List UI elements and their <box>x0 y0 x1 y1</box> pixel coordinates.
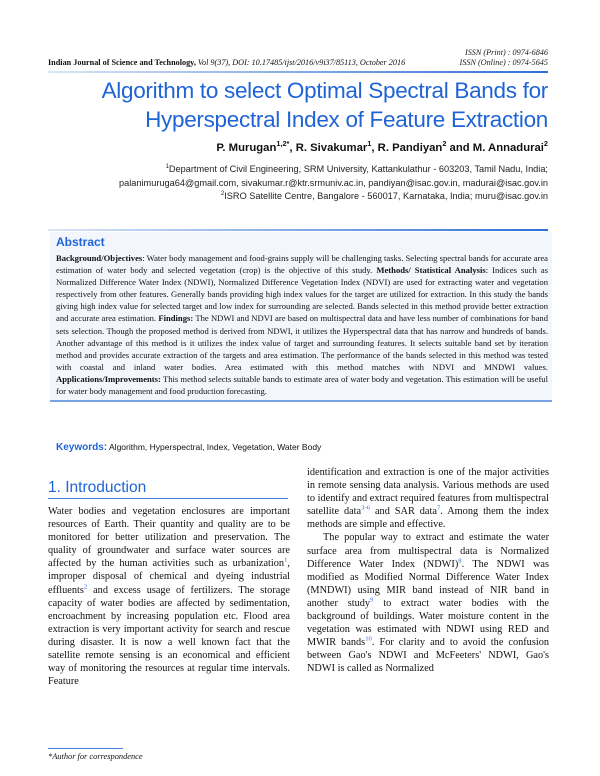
citation-link[interactable]: 10 <box>365 635 372 643</box>
affiliation-2: ISRO Satellite Centre, Bangalore - 560017, Karnataka, India; muru@isac.gov.in <box>224 191 548 201</box>
author-sup: 2 <box>442 139 447 149</box>
abstract-body: : Water body management and food-grains supply will be challenging tasks. Selecting spectral bands for accurate area estimation of water body and selected vegetation (crop) is the objective of this study. <box>56 253 548 276</box>
abstract-heading: Abstract <box>56 235 105 249</box>
author-name: P. Murugan <box>216 142 277 154</box>
citation-link[interactable]: 2 <box>83 583 88 591</box>
title-line: Algorithm to select Optimal Spectral Bands for <box>101 78 548 103</box>
author-list <box>216 139 548 154</box>
keywords-label: Keywords: <box>56 442 108 453</box>
keywords-text: Algorithm, Hyperspectral, Index, Vegetation, Water Body <box>107 442 322 452</box>
abstract-body: This method selects suitable bands to estimate area of water body and vegetation. This estimation will be useful for water body management and food production forecasting. <box>56 373 548 397</box>
intro-paragraph-1 <box>48 505 290 688</box>
intro-paragraph-continued <box>307 466 549 531</box>
author-name: R. Pandiyan <box>377 142 443 154</box>
abstract-label: Applications/Improvements: <box>56 373 161 384</box>
left-column <box>48 505 290 688</box>
journal-header <box>48 58 405 67</box>
affiliation-1: Department of Civil Engineering, SRM University, Kattankulathur - 603203, Tamil Nadu, India; <box>168 164 548 174</box>
footnote: *Author for correspondence <box>48 752 143 761</box>
author-name: R. Sivakumar <box>295 142 368 154</box>
body-text: Water bodies and vegetation enclosures are important resources of Earth. Their quantity and quality are to be monitored for better utilization and preservation. The quality of groundwater and surface water sources are affected by the human activities such as urbanization <box>48 506 290 570</box>
citation-link[interactable]: 1 <box>284 556 288 564</box>
body-text: . The NDWI was modified as Modified Normal Difference Water Index (MNDWI) using MIR band instead of NIR band in another study <box>307 558 550 609</box>
body-text: identification and extraction is one of the major activities in remote sensing data analysis. Various methods are used to identify and extract required features from multispectral satellite data <box>307 467 549 518</box>
abstract-label: Findings: <box>158 313 194 324</box>
intro-paragraph-2 <box>307 531 549 675</box>
affiliation-divider <box>48 229 548 231</box>
body-text: to extract water bodies with the background of buildings. Water moisture content in the vegetation was estimated with NDWI using RED and MWIR bands <box>307 597 550 649</box>
body-text: and excess usage of fertilizers. The storage capacity of water bodies are affected by sedimentation, encroachment by increasing population etc. Flood area extraction is very important activity for search and rescue during disaster. It is now a well known fact that the satellite remote sensing is an economical and efficient way of monitoring the resources at regular time intervals. Feature <box>48 584 290 688</box>
issn-block <box>460 48 548 68</box>
title-line: Hyperspectral Index of Feature Extraction <box>145 107 548 132</box>
body-text: . Among them the index methods are simple and effective. <box>307 506 549 531</box>
affiliations <box>28 163 548 204</box>
section-divider <box>48 498 288 499</box>
author-emails: palanimuruga64@gmail.com, sivakumar.r@ktr.srmuniv.ac.in, pandiyan@isac.gov.in, madurai@isac.gov.in <box>119 177 548 188</box>
journal-details: Vol 9(37), DOI: 10.17485/ijst/2016/v9i37/85113, October 2016 <box>197 58 406 67</box>
citation-link[interactable]: 9 <box>370 596 374 604</box>
author-name: M. Annadurai <box>472 142 544 154</box>
header-divider <box>48 71 548 73</box>
citation-link[interactable]: 3-6 <box>361 504 371 512</box>
abstract-label: Methods/ Statistical Analysis <box>376 265 486 276</box>
body-text: . For clarity and to avoid the confusion between Gao's NDWI and McFeeters' NDWI, Gao's NDWI is called as Normalized <box>307 637 549 675</box>
author-separator: , <box>371 142 378 154</box>
keywords <box>56 442 321 453</box>
abstract-divider <box>50 400 552 402</box>
journal-name: Indian Journal of Science and Technology, <box>48 58 196 67</box>
abstract-body: The NDWI and NDVI are based on multispectral data and have less number of combinations for band sets selection. Though the proposed method is derived from NDWI, it utilizes the Hyperspectral data that has narrow and hundreds of bands. Another advantage of this method is it utilizes the index value of target and surrounding features. It selects suitable band set by iteration method and provides accurate extraction of the targets and area estimation. The performance of the bands selected in this method was tested with coastal and inland water bodies. Area estimated with this method matches with NDVI and MNDWI values. <box>56 313 548 372</box>
body-text: and SAR data <box>370 506 437 518</box>
abstract-label: Background/Objectives <box>56 253 143 263</box>
affil-sup: 2 <box>220 190 225 197</box>
issn-online: ISSN (Online) : 0974-5645 <box>459 58 548 67</box>
citation-link[interactable]: 7 <box>436 504 441 512</box>
body-text: The popular way to extract and estimate the water surface area from multispectral data is Normalized Difference Water Index (NDWI) <box>307 532 549 570</box>
page-title <box>88 76 548 134</box>
author-sup: 1,2* <box>276 139 290 149</box>
section-heading-introduction: 1. Introduction <box>48 479 147 496</box>
author-sup: 2 <box>543 139 548 149</box>
right-column <box>307 466 549 676</box>
author-separator: , <box>289 142 296 154</box>
affil-sup: 1 <box>165 163 169 170</box>
issn-print: ISSN (Print) : 0974-6846 <box>464 48 548 57</box>
author-separator: and <box>446 142 473 154</box>
author-sup: 1 <box>367 139 372 149</box>
footnote-divider <box>48 748 123 749</box>
abstract-body: : Indices such as Normalized Difference Water Index (NDWI), Normalized Difference Vegetation Index (NDVI) are used for extracting water and vegetation respectively from other features. Generally bands providing high index values for the target are utilized for extraction. In this study the bands giving high index value for selected target and low index for surrounding are selected. Bands selected in this method provide better extraction and accurate area estimation. <box>56 265 548 324</box>
body-text: , improper disposal of chemical and dyeing industrial effluents <box>48 558 290 596</box>
citation-link[interactable]: 8 <box>458 557 462 565</box>
abstract-text <box>56 252 548 397</box>
